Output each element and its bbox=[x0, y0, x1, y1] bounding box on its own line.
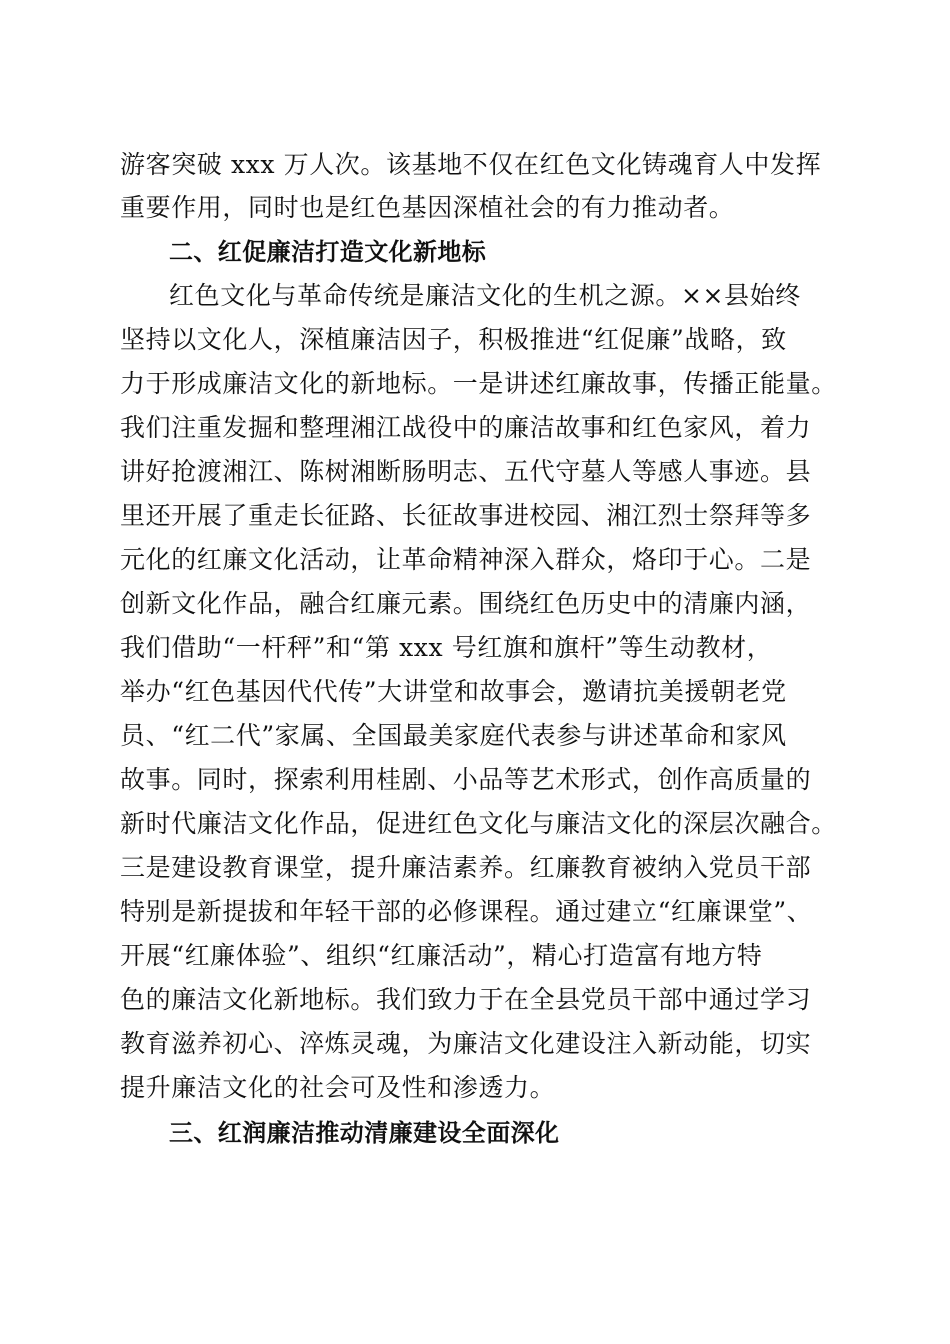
paragraph-line: 特别是新提拔和年轻干部的必修课程。通过建立“红廉课堂”、 bbox=[120, 897, 813, 926]
section-heading-3: 三、红润廉洁推动清廉建设全面深化 bbox=[169, 1119, 560, 1147]
paragraph-line: 员、“红二代”家属、全国最美家庭代表参与讲述革命和家风 bbox=[120, 721, 787, 750]
paragraph-line: 色的廉洁文化新地标。我们致力于在全县党员干部中通过学习 bbox=[120, 985, 812, 1014]
paragraph-line: 坚持以文化人，深植廉洁因子，积极推进“红促廉”战略，致 bbox=[120, 325, 787, 354]
paragraph-line: 三是建设教育课堂，提升廉洁素养。红廉教育被纳入党员干部 bbox=[120, 853, 812, 882]
paragraph-line: 重要作用，同时也是红色基因深植社会的有力推动者。 bbox=[120, 193, 735, 222]
section-heading-2: 二、红促廉洁打造文化新地标 bbox=[169, 238, 487, 266]
paragraph-line: 力于形成廉洁文化的新地标。一是讲述红廉故事，传播正能量。 bbox=[120, 369, 837, 398]
paragraph-line: 游客突破 xxx 万人次。该基地不仅在红色文化铸魂育人中发挥 bbox=[120, 150, 822, 179]
paragraph-line: 举办“红色基因代代传”大讲堂和故事会，邀请抗美援朝老党 bbox=[120, 677, 787, 706]
paragraph-line: 提升廉洁文化的社会可及性和渗透力。 bbox=[120, 1073, 556, 1102]
paragraph-line: 我们注重发掘和整理湘江战役中的廉洁故事和红色家风，着力 bbox=[120, 413, 812, 442]
paragraph-line: 教育滋养初心、淬炼灵魂，为廉洁文化建设注入新动能，切实 bbox=[120, 1029, 812, 1058]
paragraph-line: 我们借助“一杆秤”和“第 xxx 号红旗和旗杆”等生动教材， bbox=[120, 633, 773, 662]
paragraph-line: 故事。同时，探索利用桂剧、小品等艺术形式，创作高质量的 bbox=[120, 765, 812, 794]
paragraph-line: 开展“红廉体验”、组织“红廉活动”，精心打造富有地方特 bbox=[120, 941, 763, 970]
paragraph-line: 新时代廉洁文化作品，促进红色文化与廉洁文化的深层次融合。 bbox=[120, 809, 837, 838]
paragraph-line: 元化的红廉文化活动，让革命精神深入群众，烙印于心。二是 bbox=[120, 545, 812, 574]
paragraph-line: 里还开展了重走长征路、长征故事进校园、湘江烈士祭拜等多 bbox=[120, 501, 812, 530]
paragraph-line: 讲好抢渡湘江、陈树湘断肠明志、五代守墓人等感人事迹。县 bbox=[120, 457, 812, 486]
paragraph-line: 红色文化与革命传统是廉洁文化的生机之源。××县始终 bbox=[169, 281, 801, 310]
paragraph-line: 创新文化作品，融合红廉元素。围绕红色历史中的清廉内涵， bbox=[120, 589, 812, 618]
